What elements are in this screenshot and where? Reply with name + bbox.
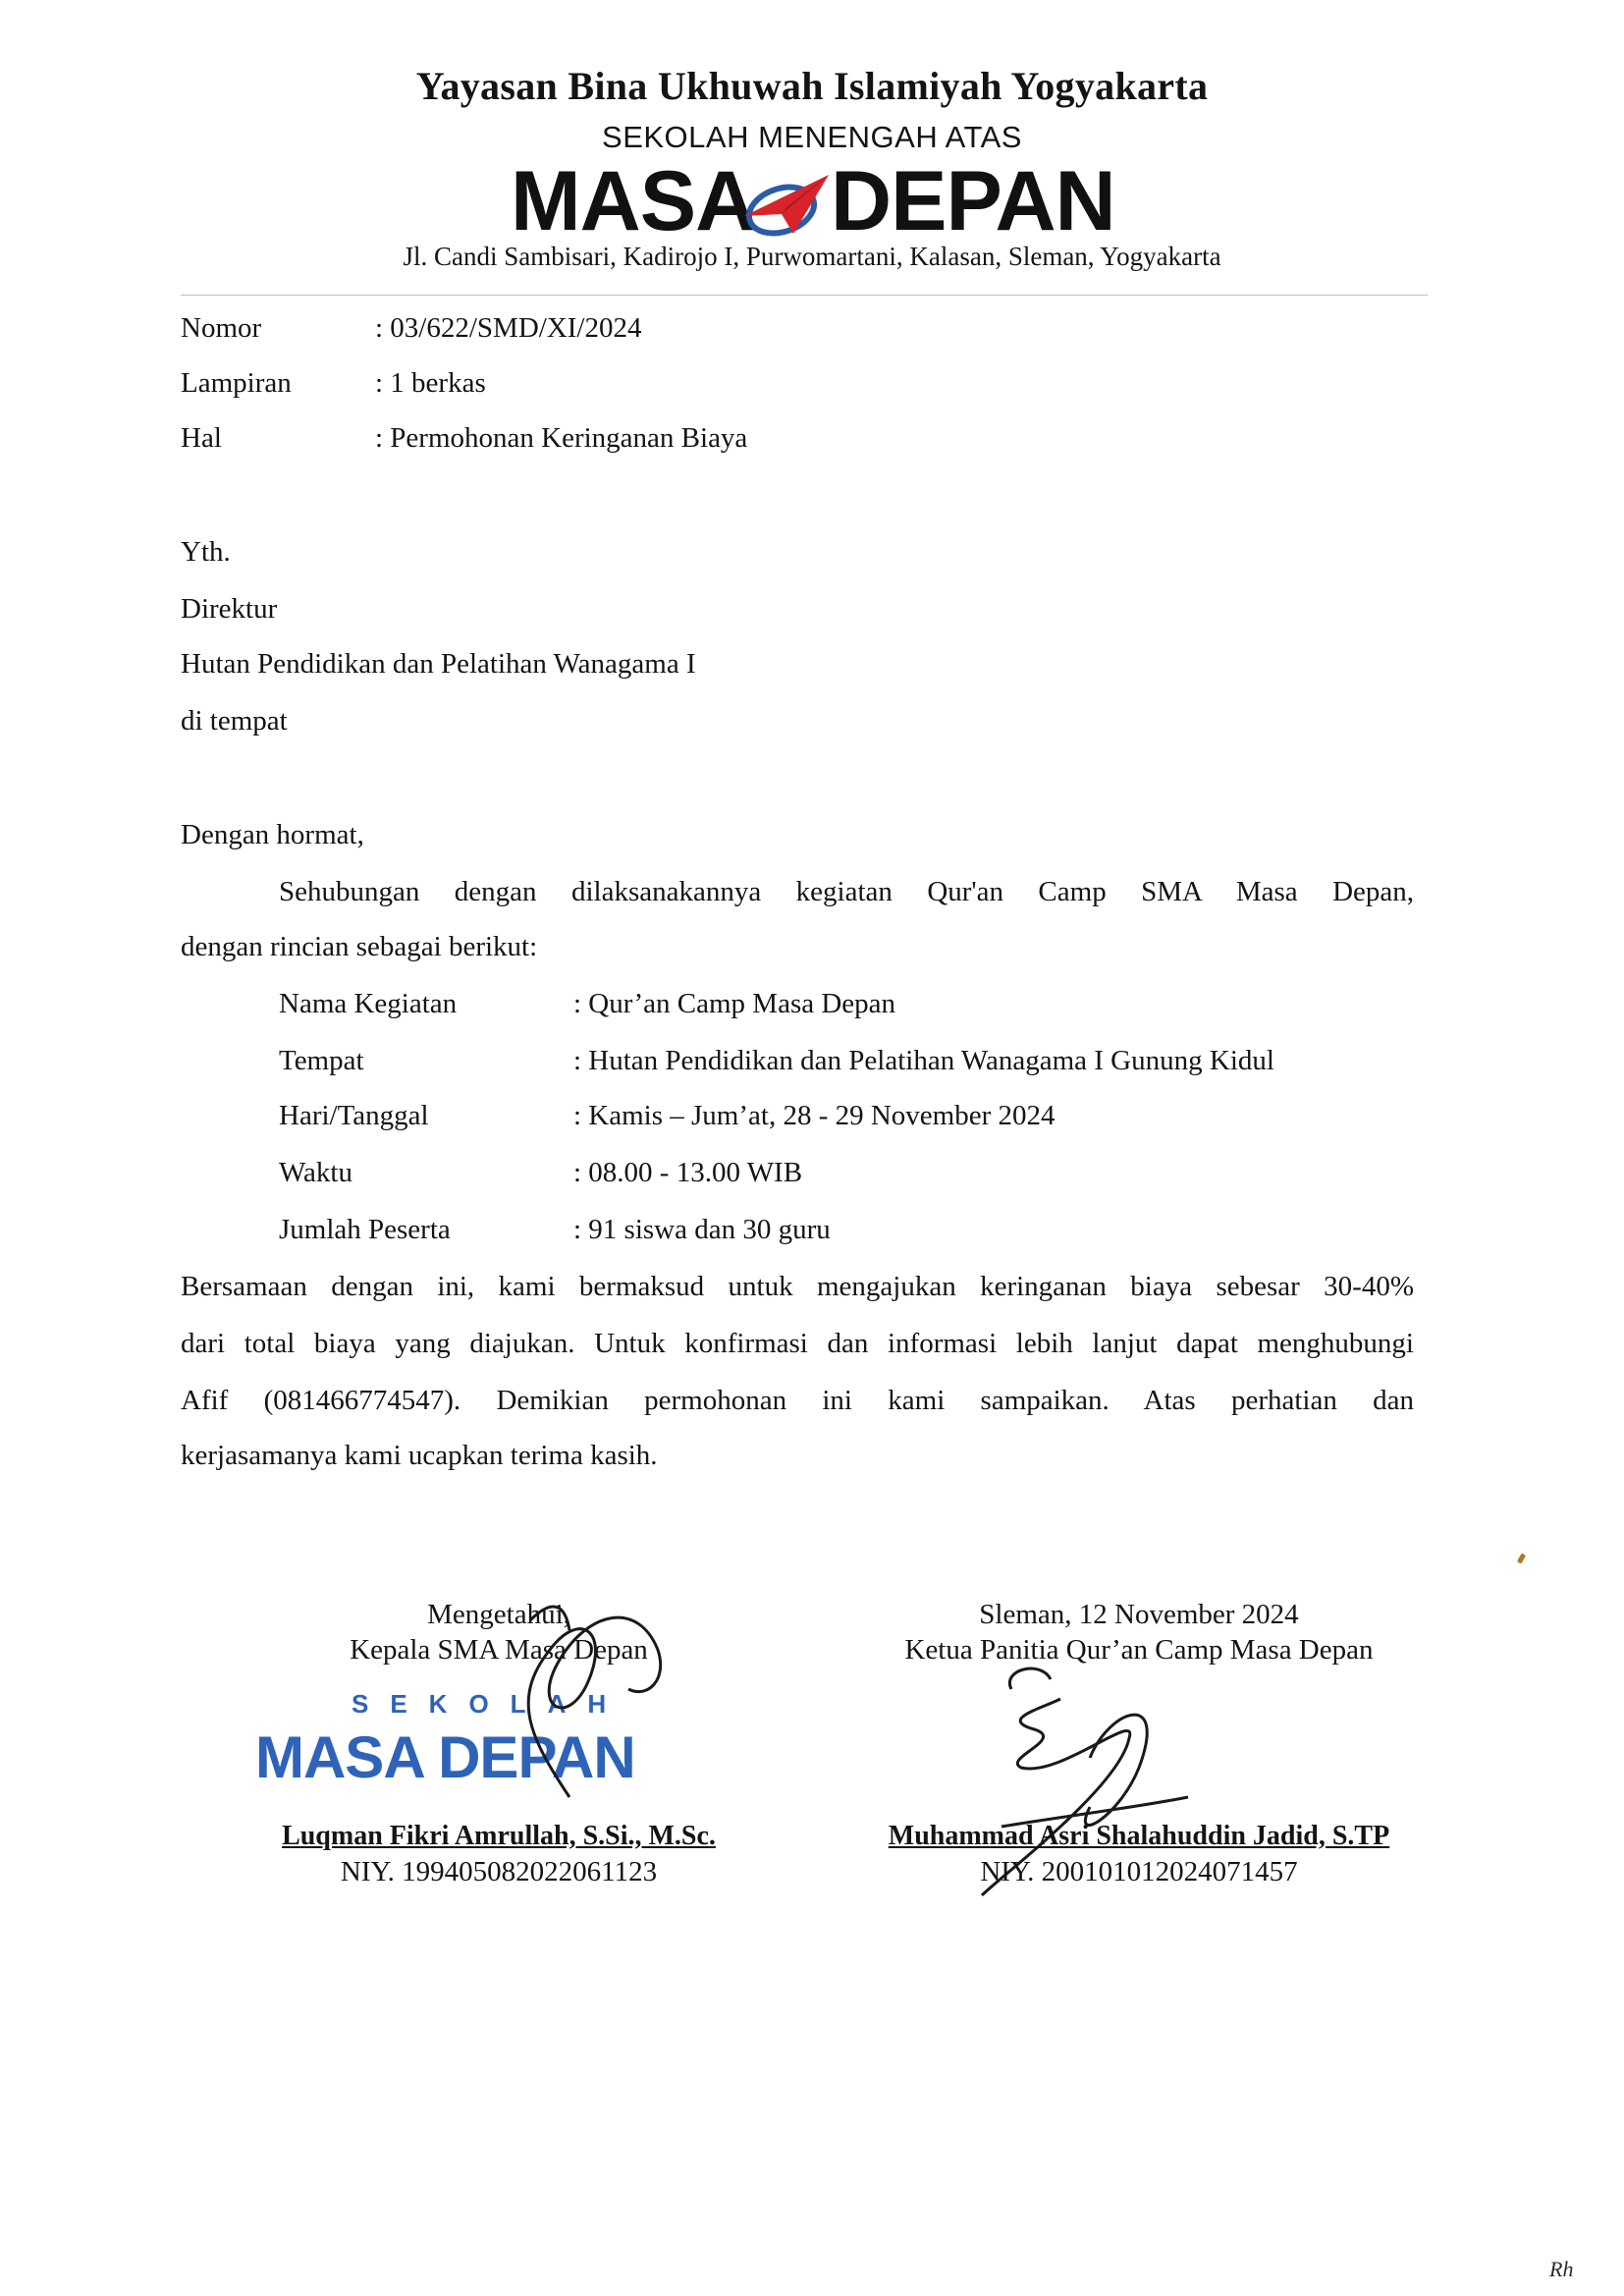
closing-line-2: dari total biaya yang diajukan. Untuk konfirmasi dan informasi lebih lanjut dapat menghubungi xyxy=(181,1328,1414,1359)
logo-text-left: MASA xyxy=(511,154,756,248)
recipient-location: di tempat xyxy=(181,705,288,737)
headmaster-signature-icon xyxy=(471,1591,687,1817)
detail-tempat-value: : Hutan Pendidikan dan Pelatihan Wanagama I Gunung Kidul xyxy=(573,1045,1274,1076)
school-logo xyxy=(0,154,1624,248)
detail-hari-label: Hari/Tanggal xyxy=(279,1100,429,1131)
lampiran-label: Lampiran xyxy=(181,367,292,399)
detail-peserta-label: Jumlah Peserta xyxy=(279,1214,451,1245)
left-signer-niy: NIY. 199405082022061123 xyxy=(340,1856,658,1887)
intro-line-2: dengan rincian sebagai berikut: xyxy=(181,931,538,962)
right-sig-date: Sleman, 12 November 2024 xyxy=(979,1599,1299,1630)
closing-line-4: kerjasamanya kami ucapkan terima kasih. xyxy=(181,1440,658,1471)
recipient-yth: Yth. xyxy=(181,536,231,568)
right-signer-niy: NIY. 200101012024071457 xyxy=(980,1856,1298,1887)
ink-mark xyxy=(1517,1553,1526,1563)
recipient-title: Direktur xyxy=(181,593,278,625)
detail-hari-value: : Kamis – Jum’at, 28 - 29 November 2024 xyxy=(573,1100,1056,1131)
detail-nama-value: : Qur’an Camp Masa Depan xyxy=(573,988,896,1019)
detail-nama-label: Nama Kegiatan xyxy=(279,988,458,1019)
nomor-value: : 03/622/SMD/XI/2024 xyxy=(375,312,642,344)
school-address: Jl. Candi Sambisari, Kadirojo I, Purwomartani, Kalasan, Sleman, Yogyakarta xyxy=(403,242,1221,271)
stamp-top-text: SEKOLAH xyxy=(352,1689,628,1719)
logo-text-right: DEPAN xyxy=(831,154,1115,248)
hal-label: Hal xyxy=(181,422,222,454)
stamp-wordmark: MASA DEPAN xyxy=(255,1724,635,1790)
left-sig-line-2: Kepala SMA Masa Depan xyxy=(350,1634,648,1666)
closing-line-3: Afif (081466774547). Demikian permohonan ini kami sampaikan. Atas perhatian dan xyxy=(181,1385,1414,1416)
nomor-label: Nomor xyxy=(181,312,262,344)
detail-tempat-label: Tempat xyxy=(279,1045,364,1076)
greeting: Dengan hormat, xyxy=(181,819,364,850)
lampiran-value: : 1 berkas xyxy=(375,367,486,399)
right-signer-name: Muhammad Asri Shalahuddin Jadid, S.TP xyxy=(888,1821,1390,1851)
page-initials: Rh xyxy=(1549,2257,1574,2281)
closing-line-1: Bersamaan dengan ini, kami bermaksud untuk mengajukan keringanan biaya sebesar 30-40% xyxy=(181,1271,1414,1302)
foundation-name: Yayasan Bina Ukhuwah Islamiyah Yogyakarta xyxy=(415,64,1209,108)
detail-waktu-value: : 08.00 - 13.00 WIB xyxy=(573,1157,803,1188)
school-type: SEKOLAH MENENGAH ATAS xyxy=(602,120,1022,154)
logo-emblem-icon xyxy=(738,165,833,244)
detail-waktu-label: Waktu xyxy=(279,1157,352,1188)
hal-value: : Permohonan Keringanan Biaya xyxy=(375,422,748,454)
left-signer-name: Luqman Fikri Amrullah, S.Si., M.Sc. xyxy=(282,1821,716,1851)
detail-peserta-value: : 91 siswa dan 30 guru xyxy=(573,1214,831,1245)
letterhead-divider xyxy=(181,295,1428,296)
right-sig-role: Ketua Panitia Qur’an Camp Masa Depan xyxy=(904,1634,1374,1666)
intro-line-1: Sehubungan dengan dilaksanakannya kegiatan Qur'an Camp SMA Masa Depan, xyxy=(279,876,1414,907)
recipient-institution: Hutan Pendidikan dan Pelatihan Wanagama I xyxy=(181,648,696,680)
left-sig-line-1: Mengetahui, xyxy=(427,1599,570,1630)
